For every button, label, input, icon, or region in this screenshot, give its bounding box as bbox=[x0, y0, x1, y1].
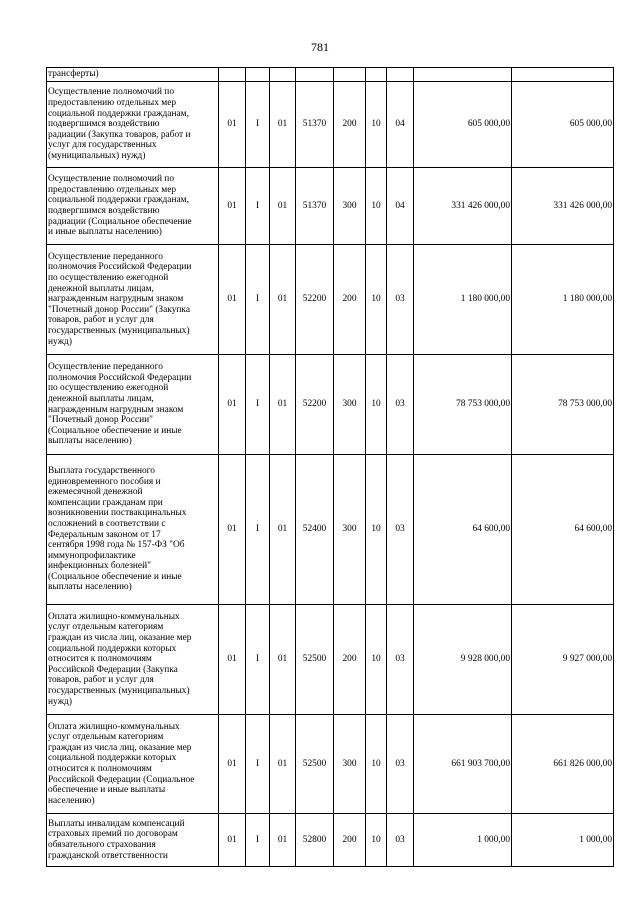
amount-planned: 64 600,00 bbox=[414, 455, 512, 605]
code-subprogram: 01 bbox=[270, 82, 296, 168]
code-subsection: 03 bbox=[387, 355, 414, 455]
description-line: "Почетный донор России" (Закупка bbox=[48, 304, 190, 315]
description-line: населению) bbox=[48, 795, 95, 806]
code-subsection: 03 bbox=[387, 814, 414, 867]
code-program: I bbox=[246, 814, 270, 867]
table-row bbox=[47, 355, 614, 455]
description-line: трансферты) bbox=[48, 69, 99, 80]
code-program: I bbox=[246, 605, 270, 715]
code-subsection: 04 bbox=[387, 168, 414, 245]
table-row bbox=[47, 68, 614, 82]
description-line: по осуществлению ежегодной bbox=[48, 273, 169, 284]
description-line: услуг отдельным категориям bbox=[48, 622, 164, 633]
code-subprogram: 01 bbox=[270, 168, 296, 245]
code-direction: 52200 bbox=[296, 245, 334, 355]
code-direction bbox=[296, 68, 334, 82]
description-line: Оплата жилищно-коммунальных bbox=[48, 721, 180, 732]
code-direction: 52500 bbox=[296, 715, 334, 814]
description-line: единовременного пособия и bbox=[48, 476, 161, 487]
description-line: товаров, работ и услуг для bbox=[48, 675, 154, 686]
description-line: выплаты населению) bbox=[48, 582, 132, 593]
description-line: нужд) bbox=[48, 696, 72, 707]
budget-table bbox=[46, 67, 614, 867]
code-ministry: 01 bbox=[219, 605, 246, 715]
description-line: по осуществлению ежегодной bbox=[48, 383, 169, 394]
description-line: страховых премий по договорам bbox=[48, 829, 178, 840]
code-program: I bbox=[246, 168, 270, 245]
code-subprogram: 01 bbox=[270, 605, 296, 715]
code-ministry: 01 bbox=[219, 455, 246, 605]
code-section: 10 bbox=[366, 814, 387, 867]
table-row bbox=[47, 82, 614, 168]
code-ministry: 01 bbox=[219, 82, 246, 168]
row-description bbox=[47, 715, 219, 814]
code-expense-type: 200 bbox=[334, 814, 366, 867]
code-expense-type: 300 bbox=[334, 715, 366, 814]
code-subprogram: 01 bbox=[270, 455, 296, 605]
code-program: I bbox=[246, 455, 270, 605]
table-row bbox=[47, 605, 614, 715]
amount-executed bbox=[512, 68, 614, 82]
description-line: государственных (муниципальных) bbox=[48, 685, 190, 696]
code-subsection: 03 bbox=[387, 605, 414, 715]
description-line: осложнений в соответствии с bbox=[48, 518, 166, 529]
code-program: I bbox=[246, 715, 270, 814]
description-line: полномочия Российской Федерации bbox=[48, 262, 192, 273]
description-line: Российской Федерации (Социальное bbox=[48, 774, 195, 785]
row-description bbox=[47, 355, 219, 455]
code-subprogram: 01 bbox=[270, 355, 296, 455]
code-section: 10 bbox=[366, 168, 387, 245]
amount-executed: 605 000,00 bbox=[512, 82, 614, 168]
amount-planned: 1 000,00 bbox=[414, 814, 512, 867]
code-expense-type: 200 bbox=[334, 605, 366, 715]
code-direction: 52800 bbox=[296, 814, 334, 867]
description-line: награжденным нагрудным знаком bbox=[48, 294, 184, 305]
description-line: выплаты населению) bbox=[48, 436, 132, 447]
description-line: предоставлению отдельных мер bbox=[48, 98, 177, 109]
code-expense-type: 200 bbox=[334, 82, 366, 168]
row-description bbox=[47, 814, 219, 867]
row-description bbox=[47, 245, 219, 355]
description-line: граждан из числа лиц, оказание мер bbox=[48, 742, 192, 753]
description-line: (Социальное обеспечение и иные bbox=[48, 425, 182, 436]
description-line: социальной поддержки которых bbox=[48, 643, 177, 654]
code-subsection: 04 bbox=[387, 82, 414, 168]
amount-executed: 64 600,00 bbox=[512, 455, 614, 605]
amount-executed: 1 000,00 bbox=[512, 814, 614, 867]
description-line: денежной выплаты лицам, bbox=[48, 393, 154, 404]
description-line: сентября 1998 года № 157-ФЗ "Об bbox=[48, 540, 185, 551]
description-line: предоставлению отдельных мер bbox=[48, 184, 177, 195]
code-direction: 51370 bbox=[296, 168, 334, 245]
code-program: I bbox=[246, 355, 270, 455]
description-line: Осуществление переданного bbox=[48, 251, 163, 262]
description-line: Осуществление переданного bbox=[48, 362, 163, 373]
code-subprogram: 01 bbox=[270, 245, 296, 355]
description-line: граждан из числа лиц, оказание мер bbox=[48, 633, 192, 644]
amount-planned: 1 180 000,00 bbox=[414, 245, 512, 355]
code-subprogram: 01 bbox=[270, 715, 296, 814]
code-subsection: 03 bbox=[387, 245, 414, 355]
description-line: относится к полномочиям bbox=[48, 654, 152, 665]
description-line: денежной выплаты лицам, bbox=[48, 283, 154, 294]
description-line: Выплаты инвалидам компенсаций bbox=[48, 818, 185, 829]
description-line: ежемесячной денежной bbox=[48, 487, 143, 498]
code-expense-type: 300 bbox=[334, 168, 366, 245]
amount-executed: 661 826 000,00 bbox=[512, 715, 614, 814]
code-program: I bbox=[246, 82, 270, 168]
description-line: Российской Федерации (Закупка bbox=[48, 664, 178, 675]
row-description bbox=[47, 82, 219, 168]
amount-executed: 1 180 000,00 bbox=[512, 245, 614, 355]
description-line: социальной поддержки гражданам, bbox=[48, 195, 189, 206]
code-direction: 52400 bbox=[296, 455, 334, 605]
code-subsection: 03 bbox=[387, 455, 414, 605]
code-ministry: 01 bbox=[219, 355, 246, 455]
description-line: подвергшимся воздействию bbox=[48, 119, 160, 130]
description-line: обязательного страхования bbox=[48, 840, 156, 850]
code-section: 10 bbox=[366, 605, 387, 715]
row-description bbox=[47, 455, 219, 605]
table-row bbox=[47, 168, 614, 245]
code-subsection bbox=[387, 68, 414, 82]
table-row bbox=[47, 245, 614, 355]
amount-executed: 78 753 000,00 bbox=[512, 355, 614, 455]
description-line: (Социальное обеспечение и иные bbox=[48, 571, 182, 582]
description-line: подвергшимся воздействию bbox=[48, 206, 160, 216]
code-ministry: 01 bbox=[219, 245, 246, 355]
description-line: и иные выплаты населению) bbox=[48, 227, 162, 238]
code-expense-type: 300 bbox=[334, 455, 366, 605]
description-line: компенсации гражданам при bbox=[48, 497, 163, 508]
description-line: Осуществление полномочий по bbox=[48, 174, 175, 185]
page-number: 781 bbox=[311, 40, 329, 54]
code-subsection: 03 bbox=[387, 715, 414, 814]
code-ministry: 01 bbox=[219, 814, 246, 867]
description-line: награжденным нагрудным знаком bbox=[48, 404, 184, 415]
code-section: 10 bbox=[366, 715, 387, 814]
description-line: (муниципальных) нужд) bbox=[48, 150, 146, 161]
row-description bbox=[47, 605, 219, 715]
amount-planned: 78 753 000,00 bbox=[414, 355, 512, 455]
amount-planned: 661 903 700,00 bbox=[414, 715, 512, 814]
amount-planned: 9 928 000,00 bbox=[414, 605, 512, 715]
code-program bbox=[246, 68, 270, 82]
description-line: государственных (муниципальных) bbox=[48, 325, 190, 336]
code-ministry bbox=[219, 68, 246, 82]
code-expense-type: 200 bbox=[334, 245, 366, 355]
code-subprogram: 01 bbox=[270, 814, 296, 867]
description-line: Оплата жилищно-коммунальных bbox=[48, 611, 180, 622]
description-line: иммунопрофилактике bbox=[48, 550, 136, 561]
description-line: Выплата государственного bbox=[48, 465, 155, 476]
code-section: 10 bbox=[366, 455, 387, 605]
amount-planned bbox=[414, 68, 512, 82]
code-section: 10 bbox=[366, 245, 387, 355]
code-section: 10 bbox=[366, 82, 387, 168]
row-description bbox=[47, 68, 219, 82]
code-ministry: 01 bbox=[219, 715, 246, 814]
code-direction: 51370 bbox=[296, 82, 334, 168]
description-line: радиации (Социальное обеспечение bbox=[48, 216, 192, 227]
description-line: нужд) bbox=[48, 336, 72, 347]
table-row bbox=[47, 814, 614, 867]
description-line: полномочия Российской Федерации bbox=[48, 372, 192, 383]
code-ministry: 01 bbox=[219, 168, 246, 245]
code-program: I bbox=[246, 245, 270, 355]
amount-executed: 9 927 000,00 bbox=[512, 605, 614, 715]
code-section bbox=[366, 68, 387, 82]
description-line: инфекционных болезней" bbox=[48, 561, 151, 572]
description-line: возникновении поствакцинальных bbox=[48, 508, 187, 519]
code-subprogram bbox=[270, 68, 296, 82]
amount-executed: 331 426 000,00 bbox=[512, 168, 614, 245]
code-direction: 52500 bbox=[296, 605, 334, 715]
description-line: товаров, работ и услуг для bbox=[48, 315, 154, 326]
description-line: гражданской ответственности bbox=[48, 850, 168, 861]
description-line: обеспечение и иные выплаты bbox=[48, 785, 166, 796]
amount-planned: 331 426 000,00 bbox=[414, 168, 512, 245]
description-line: услуг отдельным категориям bbox=[48, 732, 164, 743]
description-line: социальной поддержки которых bbox=[48, 753, 177, 764]
description-line: "Почетный донор России" bbox=[48, 415, 153, 426]
table-row bbox=[47, 455, 614, 605]
code-section: 10 bbox=[366, 355, 387, 455]
code-direction: 52200 bbox=[296, 355, 334, 455]
code-expense-type bbox=[334, 68, 366, 82]
amount-planned: 605 000,00 bbox=[414, 82, 512, 168]
description-line: радиации (Закупка товаров, работ и bbox=[48, 129, 191, 140]
description-line: социальной поддержки гражданам, bbox=[48, 108, 189, 119]
table-row bbox=[47, 715, 614, 814]
code-expense-type: 300 bbox=[334, 355, 366, 455]
row-description bbox=[47, 168, 219, 245]
description-line: Федеральным законом от 17 bbox=[48, 529, 161, 540]
description-line: относится к полномочиям bbox=[48, 764, 152, 774]
description-line: услуг для государственных bbox=[48, 140, 157, 151]
description-line: Осуществление полномочий по bbox=[48, 87, 175, 98]
